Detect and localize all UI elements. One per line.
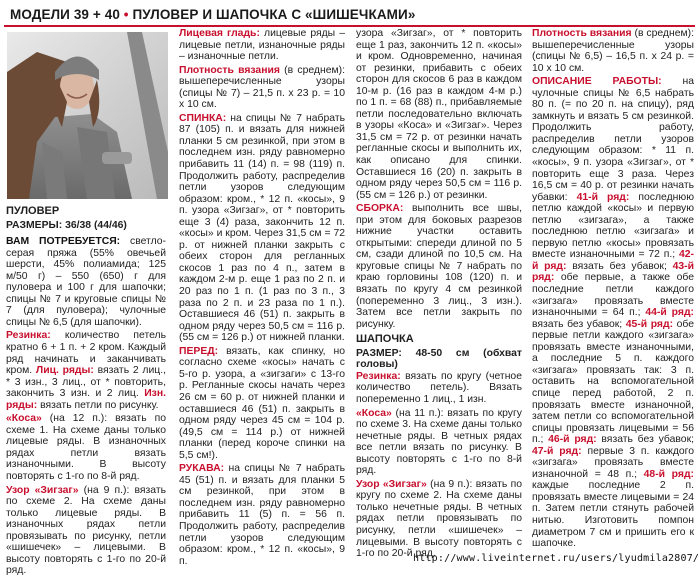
hat-gauge-paragraph: Плотность вязания (в среднем): вышеперечисленные узоры (спицы № 6,5) – 16,5 п. х 24 р. = 10 х 10 см. — [532, 28, 694, 74]
column-1 — [6, 206, 166, 579]
column-2 — [179, 28, 345, 569]
column-4 — [532, 28, 694, 552]
sleeves-paragraph: РУКАВА: на спицы № 7 набрать 45 (51) п. и вязать для планки 5 см резинкой, при этом в последнем изн. ряду равномерно прибавить 11 (5) п. = 56 п. Продолжить работу, распределив петли узоров следующим образом: кром., * 12 п. «косы», 9 п. — [179, 463, 345, 567]
hat-heading: ШАПОЧКА — [356, 333, 414, 346]
source-watermark: http://www.liveinternet.ru/users/lyudmila2807/ — [413, 553, 699, 564]
pullover-heading: ПУЛОВЕР — [6, 205, 60, 217]
sleeves-continued: узора «Зигзаг», от * повторить еще 1 раз, закончить 12 п. «косы» и кром. Одновременно, начиная от резинки, прибавить с обеих сторон для скосов 6 раз в каждом 10-м р. (16 раз в каждом 4-м р.) по 1 п. = 68 (88) п., прибавляемые петли последовательно включать в узоры «Коса» и «Зигзаг». Через 31,5 см = 72 р. от резинки начать регланные скосы и выполнить их, как описано для спинки. Оставшиеся 16 (20) п. закрыть в одном ряду через 50,5 см = 116 р. (55 см = 126 р.) от резинки. — [356, 28, 522, 201]
model-photo-image — [7, 32, 168, 199]
page-title: МОДЕЛИ 39 + 40 • ПУЛОВЕР И ШАПОЧКА С «ШИШЕЧКАМИ» — [10, 7, 416, 22]
stockinette-paragraph: Лицевая гладь: лицевые ряды – лицевые петли, изнаночные ряды – изнаночные петли. — [179, 28, 346, 63]
hat-zigzag-paragraph: Узор «Зигзаг» (на 9 п.): вязать по кругу по схеме 2. На схеме даны только нечетные ряды. В четных рядах петли провязывать по рисунку, петли «шишечек» – лицевыми. В высоту повторять с 1-го по 20-й ряд. — [356, 478, 522, 560]
materials-paragraph: ВАМ ПОТРЕБУЕТСЯ: светло-серая пряжа (55% овечьей шерсти, 45% полиамида; 125 м/50 г) – 550 (650) г для пуловера и 100 г для шапочки; спицы № 7 и круговые спицы № 7 (для пуловера); чулочные спицы № 6,5 (для шапочки). — [6, 236, 166, 328]
title-bar — [4, 6, 695, 27]
pullover-sizes: РАЗМЕРЫ: 36/38 (44/46) — [6, 219, 127, 231]
hat-size: РАЗМЕР: 48-50 см (обхват головы) — [356, 347, 522, 371]
hat-braid-paragraph: «Коса» (на 11 п.): вязать по кругу по схеме 3. На схеме даны только нечетные ряды. В четных рядах все петли вязать по рисунку. В высоту повторять с 1-го по 8-й ряд. — [356, 407, 522, 477]
hat-rib-paragraph: Резинка: вязать по кругу (четное количество петель). Вязать попеременно 1 лиц., 1 изн. — [356, 370, 522, 405]
rib-paragraph: Резинка: количество петель кратно 6 + 1 п. + 2 кром. Каждый ряд начинать и заканчивать кром. Лиц. ряды: вязать 2 лиц., * 3 изн., 3 лиц., от * повторить, закончить 3 изн. и 2 лиц. Изн. ряды: вязать петли по рисунку. — [6, 330, 166, 411]
assembly-paragraph: СБОРКА: выполнить все швы, при этом для боковых разрезов нижние участки оставить открытыми: спереди длиной по 5 см, сзади длиной по 10,5 см. На круговые спицы № 7 набрать по краю горловины 108 (120) п. и вязать по кругу 4 см резинкой (попеременно 3 лиц., 3 изн.). Затем все петли закрыть по рисунку. — [356, 203, 522, 330]
work-description-paragraph: ОПИСАНИЕ РАБОТЫ: на чулочные спицы № 6,5 набрать 80 п. (= по 20 п. на спицу), ряд замкнуть и вязать 5 см резинкой. Продолжить работу, распределив петли узоров следующим образом: * 11 п. «косы», 9 п. узора «Зигзаг», от * повторить еще 3 раза. Через 16,5 см = 40 р. от резинки начать убавки: 41-й ряд: последнюю петлю каждой «косы» и первую петлю «зигзага», а также последнюю петлю «зигзага» и первую петлю «косы» провязать вместе изнаночными = 72 п.; 42-й ряд: вязать без убавок; 43-й ряд: обе первые, а также обе последние петли каждого «зигзага» провязать вместе изнаночными = 64 п.; 44-й ряд: вязать без убавок; 45-й ряд: обе первые петли каждого «зигзага» провязать вместе изнаночными, а последние 5 п. каждого «зигзага» провязать так: 3 п. оставить на вспомогательной спице перед работой, 2 п. провязать вместе изнаночной, затем петли со вспомогательной спицы провязать лицевыми = 56 п.; 46-й ряд: вязать без убавок; 47-й ряд: первые 3 п. каждого «зигзага» провязать вместе изнаночной = 48 п.; 48-й ряд: каждые последние 2 п. провязать вместе лицевыми = 24 п. Затем петли стянуть рабочей нитью. Изготовить помпон диаметром 7 см и пришить его к шапочке. — [532, 76, 695, 550]
column-3 — [356, 28, 522, 562]
front-paragraph: ПЕРЕД: вязать, как спинку, но согласно схеме «косы» начать с 5-го р. узора, а «зигзаги» с 13-го р. Регланные скосы начать через 26 см = 60 р. от нижней планки и оставшиеся 46 (51) п. закрыть в одном ряду через 45 см = 104 р. (49,5 см = 114 р.) от нижней планки (перед короче спинки на 5,5 см!). — [179, 345, 345, 461]
model-photo — [7, 32, 168, 199]
gauge-paragraph: Плотность вязания (в среднем): вышеперечисленные узоры (спицы № 7) – 21,5 п. х 23 р. = 10 х 10 см. — [179, 64, 345, 111]
zigzag-paragraph: Узор «Зигзаг» (на 9 п.): вязать по схеме 2. На схеме даны только лицевые ряды. В изнаночных рядах петли провязывать по рисунку, петли «шишечек» – лицевыми. В высоту повторять с 1-го по 20-й ряд. — [6, 484, 166, 577]
back-paragraph: СПИНКА: на спицы № 7 набрать 87 (105) п. и вязать для нижней планки 5 см резинкой, при этом в последнем изн. ряду равномерно прибавить 11 (14) п. = 98 (119) п. Продолжить работу, распределив петли узоров следующим образом: кром., * 12 п. «косы», 9 п. узора «Зигзаг», от * повторить еще 3 (4) раза, закончить 12 п. «косы» и кром. Через 31,5 см = 72 р. от нижней планки закрыть с обеих сторон для регланных скосов 1 раз по 4 п., затем в каждом 2-м р. еще 1 раз по 2 п. и 20 раз по 1 п. (1 раз по 3 п., 3 раза по 2 п. и 23 раза по 1 п.). Оставшиеся 46 (51) п. закрыть в одном ряду через 50,5 см = 116 р. (55 см = 126 р.) от нижней планки. — [179, 112, 345, 344]
braid-paragraph: «Коса» (на 12 п.): вязать по схеме 1. На схеме даны только лицевые ряды. В изнаночных рядах петли вязать изнаночными. В высоту повторять с 1-го по 8-й ряд. — [6, 413, 166, 483]
